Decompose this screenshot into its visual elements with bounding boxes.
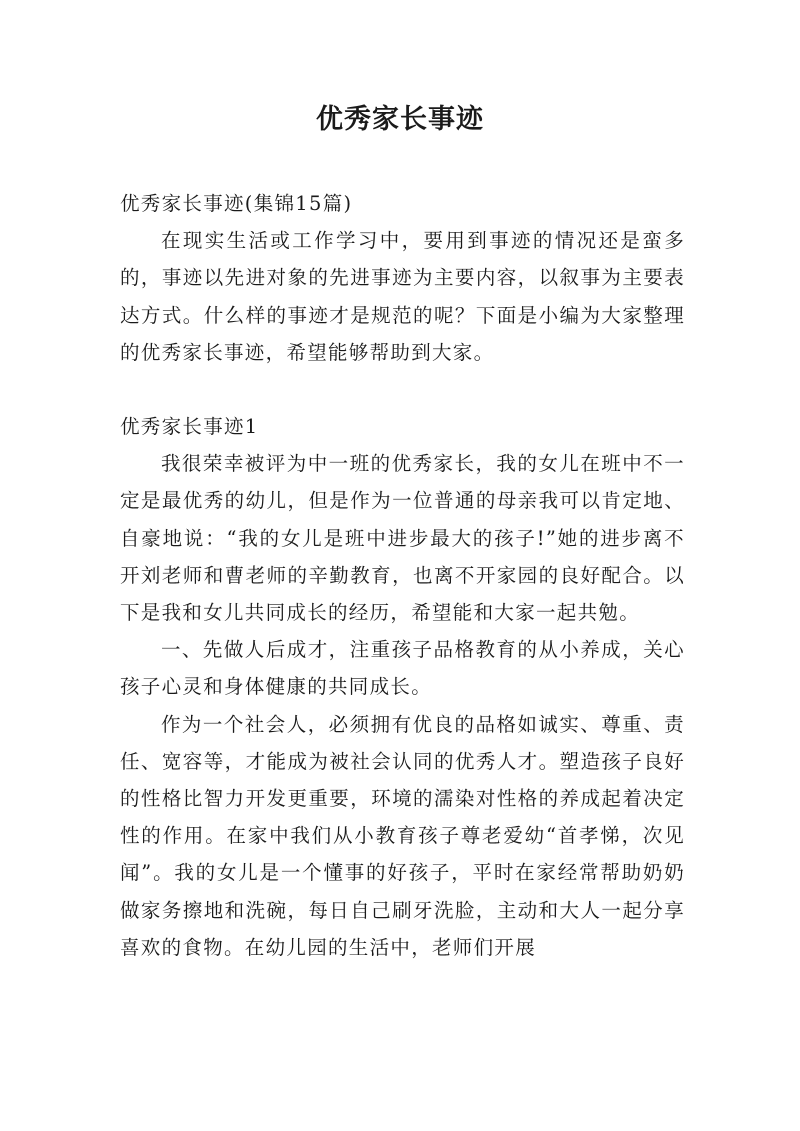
- document-subtitle: 优秀家长事迹(集锦15篇): [120, 192, 353, 215]
- section-heading: 优秀家长事迹1: [120, 415, 259, 439]
- document-body: [120, 185, 685, 966]
- document-title: 优秀家长事迹: [316, 104, 484, 135]
- body-paragraph: 我很荣幸被评为中一班的优秀家长，我的女儿在班中不一定是最优秀的幼儿，但是作为一位普通的母亲我可以肯定地、自豪地说：“我的女儿是班中进步最大的孩子!”她的进步离不开刘老师和曹老师的辛勤教育，也离不开家园的良好配合。以下是我和女儿共同成长的经历，希望能和大家一起共勉。: [120, 452, 685, 625]
- intro-paragraph: 在现实生活或工作学习中，要用到事迹的情况还是蛮多的，事迹以先进对象的先进事迹为主要内容，以叙事为主要表达方式。什么样的事迹才是规范的呢？下面是小编为大家整理的优秀家长事迹，希望能够帮助到大家。: [120, 229, 685, 364]
- body-paragraph: 一、先做人后成才，注重孩子品格教育的从小养成，关心孩子心灵和身体健康的共同成长。: [120, 638, 685, 699]
- section-spacer: [120, 371, 685, 408]
- body-paragraph: 作为一个社会人，必须拥有优良的品格如诚实、尊重、责任、宽容等，才能成为被社会认同的优秀人才。塑造孩子良好的性格比智力开发更重要，环境的濡染对性格的养成起着决定性的作用。在家中我们从小教育孩子尊老爱幼“首孝悌，次见闻”。我的女儿是一个懂事的好孩子，平时在家经常帮助奶奶做家务擦地和洗碗，每日自己刷牙洗脸，主动和大人一起分享喜欢的食物。在幼儿园的生活中，老师们开展: [120, 712, 685, 959]
